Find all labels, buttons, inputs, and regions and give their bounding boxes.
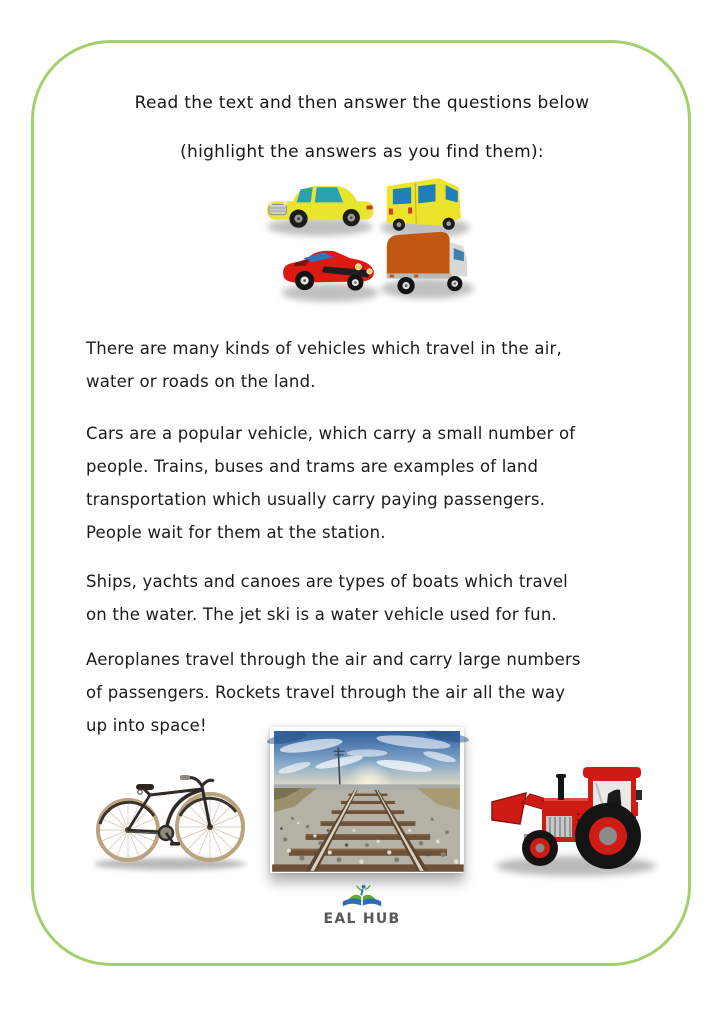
vehicles-clipart-svg [256, 173, 476, 313]
paragraph-line: People wait for them at the station. [86, 523, 386, 542]
vehicles-clipart-group [256, 173, 476, 313]
bicycle-illustration [84, 756, 256, 876]
saddle [136, 784, 154, 794]
paragraph-2 [86, 417, 575, 549]
instruction-line-1: Read the text and then answer the questions below [134, 93, 590, 113]
open-book-icon [338, 882, 386, 910]
eal-hub-logo [0, 882, 724, 927]
bicycle-svg [84, 756, 256, 876]
tractor-svg [484, 750, 664, 882]
paragraph-line: up into space! [86, 716, 207, 735]
logo-text: EAL HUB [323, 911, 401, 927]
sportscar-shadow [281, 284, 378, 302]
paragraph-line: people. Trains, buses and trams are examples of land [86, 457, 539, 476]
paragraph-line: water or roads on the land. [86, 372, 316, 391]
paragraph-line: Ships, yachts and canoes are types of boats which travel [86, 572, 568, 591]
paragraph-line: Cars are a popular vehicle, which carry a small number of [86, 424, 576, 443]
paragraph-1 [86, 332, 562, 398]
rear-wheel [575, 803, 641, 869]
paragraph-line: of passengers. Rockets travel through the air all the way [86, 683, 566, 702]
paragraph-3 [86, 565, 568, 631]
tractor-shadow [496, 856, 656, 876]
handlebar [180, 775, 214, 786]
paragraph-line: Aeroplanes travel through the air and carry large numbers [86, 650, 581, 669]
paragraph-line: on the water. The jet ski is a water vehicle used for fun. [86, 605, 557, 624]
exhaust-cap [556, 774, 566, 778]
tractor-clipart [484, 750, 664, 882]
paragraph-line: transportation which usually carry paying passengers. [86, 490, 546, 509]
paragraph-line: There are many kinds of vehicles which travel in the air, [86, 339, 562, 358]
railway-photo [270, 727, 464, 873]
exhaust-pipe [558, 776, 564, 800]
instruction-line-2: (highlight the answers as you find them): [180, 142, 544, 162]
front-wheel [522, 830, 558, 866]
yellow-van-clipart [387, 178, 461, 231]
railway-photo-svg [274, 731, 460, 869]
